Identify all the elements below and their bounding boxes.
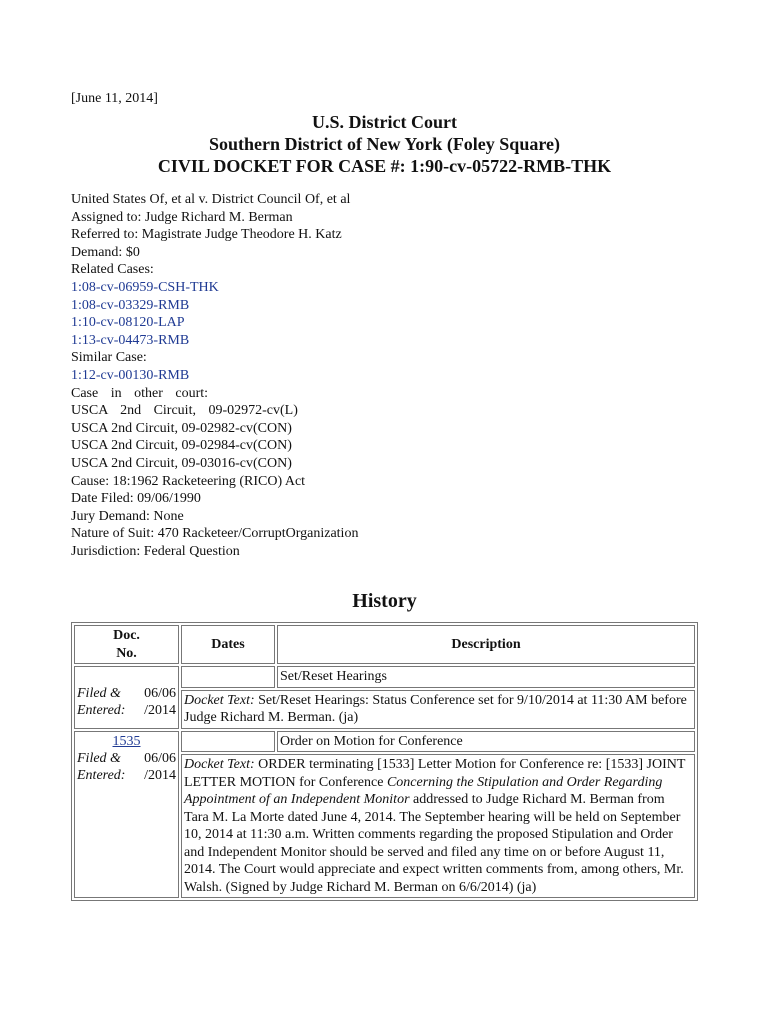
other-court-case: USCA 2nd Circuit, 09-02984-cv(CON) — [71, 438, 292, 454]
docket-text: addressed to Judge Richard M. Berman from Tara M. La Morte dated June 4, 2014. The September hearing will be held on September 10, 2014 at 11:30 a.m. Written comments regarding the proposed Stipulation and Order and Independent Monitor should be served and filed any time on or before August 11, 2014. The Court would appreciate and expect written comments from, among others, Mr. Walsh. (Signed by Judge Richard M. Berman on 6/6/2014) (ja) — [184, 792, 684, 895]
history-header-row — [74, 625, 695, 664]
other-court-label: Case in other court: — [71, 385, 209, 401]
docket-text-cell — [181, 754, 695, 898]
related-cases-label: Related Cases: — [71, 262, 154, 278]
entry-title: Order on Motion for Conference — [277, 731, 695, 753]
other-court-case: USCA 2nd Circuit, 09-02972-cv(L) — [71, 403, 298, 419]
docket-text: Set/Reset Hearings: Status Conference set for 9/10/2014 at 11:30 AM before Judge Richard M. Berman. (ja) — [184, 692, 687, 726]
nature-of-suit: Nature of Suit: 470 Racketeer/CorruptOrganization — [71, 526, 359, 542]
court-name: U.S. District Court — [312, 112, 457, 132]
entry-date: 06/06 — [144, 751, 176, 767]
doc-number-link[interactable]: 1535 — [112, 733, 141, 749]
entry-date: /2014 — [144, 703, 176, 719]
history-heading: History — [352, 590, 417, 613]
doc-dates-cell — [74, 731, 179, 899]
demand: Demand: $0 — [71, 244, 140, 260]
dates-header: Dates — [181, 625, 275, 664]
table-row — [74, 666, 695, 688]
table-row — [74, 731, 695, 753]
jury-demand: Jury Demand: None — [71, 508, 184, 524]
entered-label: Entered: — [77, 703, 126, 719]
cause: Cause: 18:1962 Racketeering (RICO) Act — [71, 473, 306, 489]
doc-dates-cell — [74, 666, 179, 729]
jurisdiction: Jurisdiction: Federal Question — [71, 543, 240, 559]
docket-page — [71, 90, 698, 901]
doc-no-header: Doc. No. — [74, 625, 179, 664]
court-district: Southern District of New York (Foley Square) — [209, 134, 560, 154]
description-header: Description — [277, 625, 695, 664]
docket-text-cell — [181, 690, 695, 729]
similar-case-label: Similar Case: — [71, 350, 147, 366]
docket-text-label: Docket Text: — [184, 692, 255, 708]
dates-cell — [181, 731, 275, 753]
related-case-link[interactable]: 1:08-cv-03329-RMB — [71, 297, 190, 313]
other-court-case: USCA 2nd Circuit, 09-03016-cv(CON) — [71, 455, 292, 471]
case-metadata — [71, 191, 698, 560]
related-case-link[interactable]: 1:08-cv-06959-CSH-THK — [71, 279, 219, 295]
docket-text: ORDER terminating [1533] Letter Motion for Conference re: [1533] JOINT LETTER MOTION for Conference — [184, 757, 686, 790]
related-case-link[interactable]: 1:10-cv-08120-LAP — [71, 315, 185, 331]
referred-judge: Referred to: Magistrate Judge Theodore H. Katz — [71, 227, 342, 243]
date-filed: Date Filed: 09/06/1990 — [71, 491, 201, 507]
entry-title: Set/Reset Hearings — [277, 666, 695, 688]
dates-cell — [181, 666, 275, 688]
filed-label: Filed & — [77, 751, 121, 767]
entry-date: /2014 — [144, 768, 176, 784]
history-table — [71, 622, 698, 901]
related-case-link[interactable]: 1:13-cv-04473-RMB — [71, 332, 190, 348]
case-title: United States Of, et al v. District Council Of, et al — [71, 192, 351, 207]
entry-date: 06/06 — [144, 686, 176, 702]
docket-case-number: CIVIL DOCKET FOR CASE #: 1:90-cv-05722-RMB-THK — [157, 156, 612, 176]
other-court-case: USCA 2nd Circuit, 09-02982-cv(CON) — [71, 420, 292, 436]
assigned-judge: Assigned to: Judge Richard M. Berman — [71, 209, 293, 225]
report-date: [June 11, 2014] — [71, 91, 158, 106]
docket-text-label: Docket Text: — [184, 757, 255, 773]
filed-label: Filed & — [77, 686, 121, 702]
entered-label: Entered: — [77, 768, 126, 784]
similar-case-link[interactable]: 1:12-cv-00130-RMB — [71, 367, 190, 383]
docket-text-italic: Concerning the Stipulation and Order Regarding Appointment of an Independent Monitor — [184, 774, 663, 808]
